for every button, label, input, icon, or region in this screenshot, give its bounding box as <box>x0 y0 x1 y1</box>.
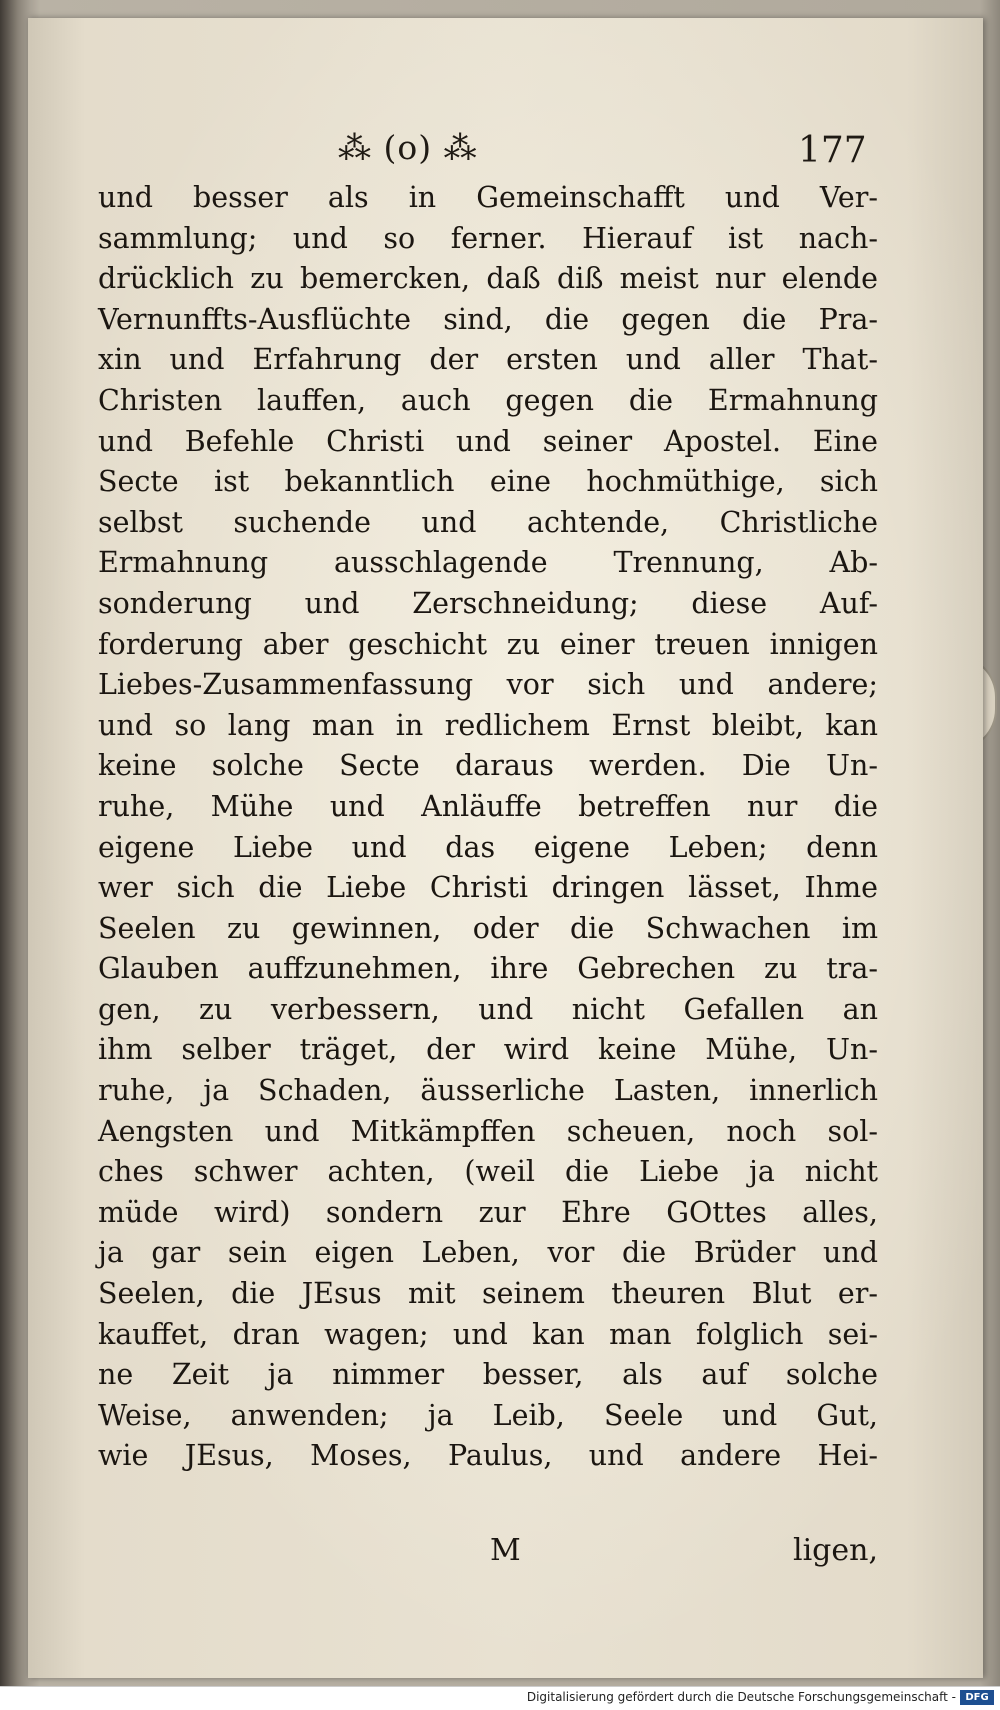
catchword: ligen, <box>792 1533 878 1568</box>
text-line: Vernunffts-Ausflüchte sind, die gegen die Pra- <box>98 302 878 336</box>
text-line: und besser als in Gemeinschafft und Ver- <box>98 181 878 214</box>
text-line: sonderung und Zerschneidung; diese Auf- <box>98 586 878 620</box>
signature-mark: M <box>490 1533 521 1568</box>
text-line: wer sich die Liebe Christi dringen lässet, Ihme <box>98 871 878 905</box>
page-header <box>28 106 983 171</box>
text-line: Secte ist bekanntlich eine hochmüthige, sich <box>98 465 878 499</box>
dfg-logo: DFG <box>960 1690 994 1705</box>
text-line: drücklich zu bemercken, daß diß meist nur elende <box>98 262 878 296</box>
book-page <box>28 18 983 1678</box>
text-line: Seelen, die JEsus mit seinem theuren Blut er- <box>98 1277 878 1311</box>
text-line: Glauben auffzunehmen, ihre Gebrechen zu tra- <box>98 952 878 986</box>
text-line: Christen lauffen, auch gegen die Ermahnung <box>98 383 878 417</box>
text-line: ches schwer achten, (weil die Liebe ja nicht <box>98 1155 878 1189</box>
text-line: Seelen zu gewinnen, oder die Schwachen im <box>98 911 878 945</box>
text-line: und so lang man in redlichem Ernst bleibt, kan <box>98 708 878 742</box>
text-line: selbst suchende und achtende, Christliche <box>98 505 878 539</box>
footer-text: Digitalisierung gefördert durch die Deutsche Forschungsgemeinschaft - <box>526 1690 956 1704</box>
text-line: ruhe, ja Schaden, äusserliche Lasten, innerlich <box>98 1074 878 1108</box>
text-line: sammlung; und so ferner. Hierauf ist nach- <box>98 221 878 255</box>
text-line: ja gar sein eigen Leben, vor die Brüder und <box>98 1236 878 1270</box>
text-line: ruhe, Mühe und Anläuffe betreffen nur die <box>98 789 878 823</box>
text-line: Weise, anwenden; ja Leib, Seele und Gut, <box>98 1398 878 1432</box>
text-line: ne Zeit ja nimmer besser, als auf solche <box>98 1358 878 1392</box>
text-line: keine solche Secte daraus werden. Die Un- <box>98 749 878 783</box>
text-line: müde wird) sondern zur Ehre GOttes alles, <box>98 1195 878 1229</box>
text-line: Liebes-Zusammenfassung vor sich und andere; <box>98 668 878 702</box>
text-line: wie JEsus, Moses, Paulus, und andere Hei- <box>98 1439 878 1473</box>
text-line: Ermahnung ausschlagende Trennung, Ab- <box>98 546 878 580</box>
text-line: ihm selber träget, der wird keine Mühe, Un- <box>98 1033 878 1067</box>
page-foot <box>98 1533 878 1577</box>
text-line: kauffet, dran wagen; und kan man folglich sei- <box>98 1317 878 1351</box>
text-line: forderung aber geschicht zu einer treuen innigen <box>98 627 878 661</box>
text-block <box>98 178 878 1477</box>
page-number: 177 <box>798 130 867 171</box>
text-line: gen, zu verbessern, und nicht Gefallen an <box>98 992 878 1026</box>
text-line: und Befehle Christi und seiner Apostel. Eine <box>98 424 878 458</box>
digitization-footer <box>0 1686 1000 1710</box>
text-line: Aengsten und Mitkämpffen scheuen, noch sol- <box>98 1114 878 1148</box>
running-head: ⁂ (o) ⁂ <box>338 128 478 167</box>
text-line: xin und Erfahrung der ersten und aller That- <box>98 343 878 377</box>
text-line: eigene Liebe und das eigene Leben; denn <box>98 830 878 864</box>
